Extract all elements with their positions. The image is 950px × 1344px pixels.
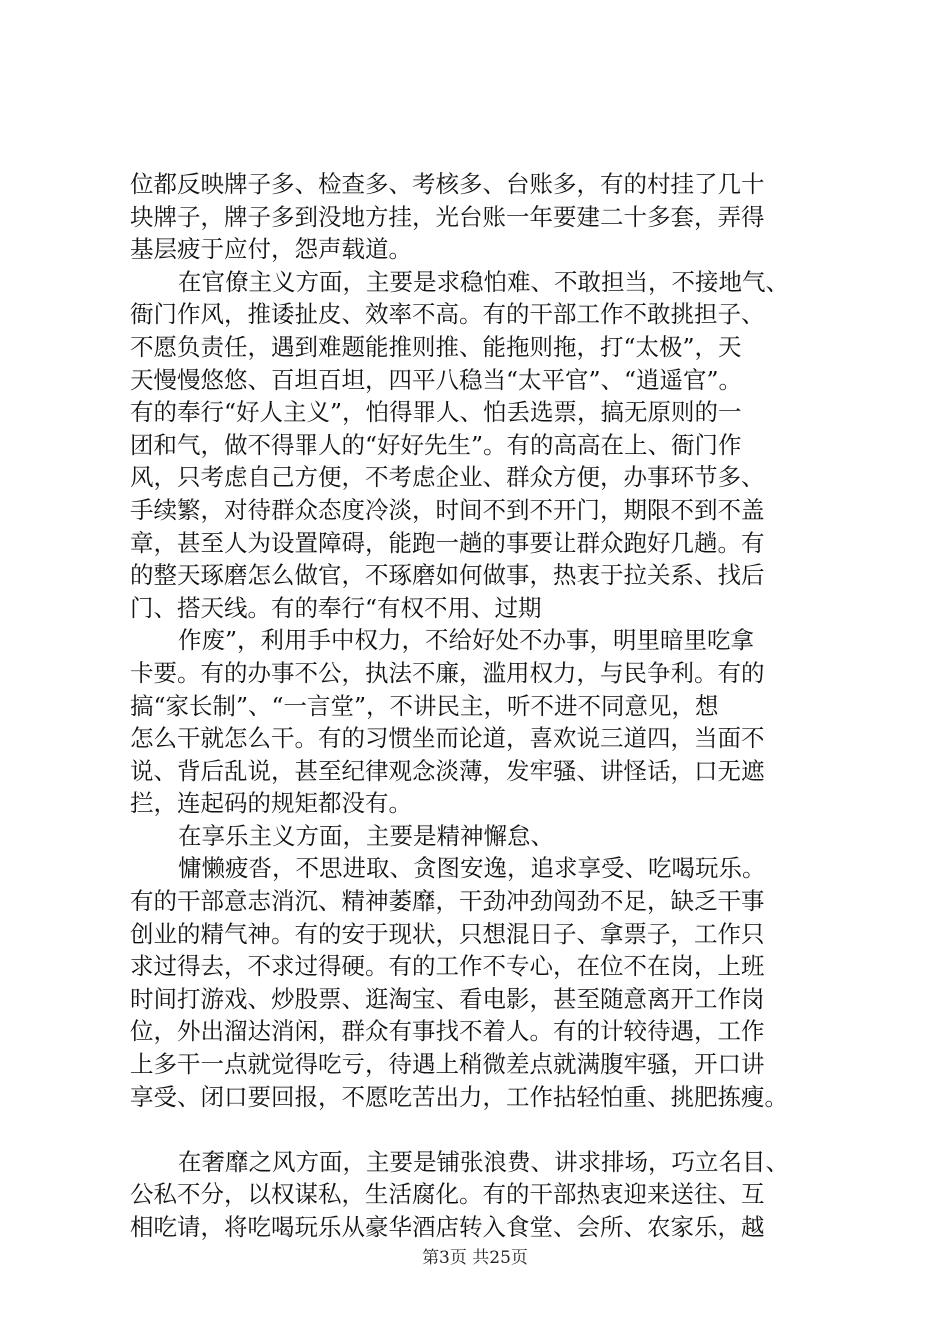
text-line: 创业的精气神。有的安于现状，只想混日子、拿票子，工作只 <box>130 919 765 948</box>
text-line: 公私不分，以权谋私，生活腐化。有的干部热衷迎来送往、互 <box>130 1180 765 1209</box>
text-line: 上多干一点就觉得吃亏，待遇上稍微差点就满腹牢骚，开口讲 <box>130 1050 765 1079</box>
text-line: 在奢靡之风方面，主要是铺张浪费、讲求排场，巧立名目、 <box>178 1147 789 1176</box>
text-line: 有的干部意志消沉、精神萎靡，干劲冲劲闯劲不足，缺乏干事 <box>130 887 765 916</box>
text-line: 块牌子，牌子多到没地方挂，光台账一年要建二十多套，弄得 <box>130 202 765 231</box>
text-line: 作废”，利用手中权力，不给好处不办事，明里暗里吃拿 <box>178 626 755 655</box>
text-line: 在享乐主义方面，主要是精神懈怠、 <box>178 821 554 850</box>
text-line: 怎么干就怎么干。有的习惯坐而论道，喜欢说三道四，当面不 <box>130 724 765 753</box>
text-line: 拦，连起码的规矩都没有。 <box>130 789 412 818</box>
text-line: 章，甚至人为设置障碍，能跑一趟的事要让群众跑好几趟。有 <box>130 528 765 557</box>
text-line: 基层疲于应付，怨声载道。 <box>130 235 412 264</box>
text-line: 位都反映牌子多、检查多、考核多、台账多，有的村挂了几十 <box>130 170 765 198</box>
text-line: 有的奉行“好人主义”，怕得罪人、怕丢选票，搞无原则的一 <box>130 398 742 427</box>
text-line: 时间打游戏、炒股票、逛淘宝、看电影，甚至随意离开工作岗 <box>130 984 765 1013</box>
body-text <box>130 168 830 1244</box>
text-line: 的整天琢磨怎么做官，不琢磨如何做事，热衷于拉关系、找后 <box>130 561 765 590</box>
paragraph-gap <box>130 1113 830 1146</box>
text-line: 相吃请，将吃喝玩乐从豪华酒店转入食堂、会所、农家乐，越 <box>130 1213 765 1241</box>
text-line: 门、搭天线。有的奉行“有权不用、过期 <box>130 593 542 622</box>
text-line: 求过得去，不求过得硬。有的工作不专心，在位不在岗，上班 <box>130 952 765 981</box>
text-line: 享受、闭口要回报，不愿吃苦出力，工作拈轻怕重、挑肥拣瘦。 <box>130 1082 788 1111</box>
text-line: 不愿负责任，遇到难题能推则推、能拖则拖，打“太极”，天 <box>130 332 742 361</box>
text-line: 风，只考虑自己方便，不考虑企业、群众方便，办事环节多、 <box>130 463 765 492</box>
page-footer: 第3页 共25页 <box>422 1248 528 1268</box>
text-line: 说、背后乱说，甚至纪律观念淡薄，发牢骚、讲怪话，口无遮 <box>130 756 765 785</box>
text-line: 手续繁，对待群众态度冷淡，时间不到不开门，期限不到不盖 <box>130 495 765 524</box>
text-line: 衙门作风，推诿扯皮、效率不高。有的干部工作不敢挑担子、 <box>130 300 765 329</box>
text-line: 慵懒疲沓，不思进取、贪图安逸，追求享受、吃喝玩乐。 <box>178 854 766 883</box>
text-line: 位，外出溜达消闲，群众有事找不着人。有的计较待遇，工作 <box>130 1017 765 1046</box>
text-line: 天慢慢悠悠、百坦百坦，四平八稳当“太平官”、“逍遥官”。 <box>130 365 743 394</box>
text-line: 搞“家长制”、“一言堂”，不讲民主，听不进不同意见，想 <box>130 691 719 720</box>
text-line: 卡要。有的办事不公，执法不廉，滥用权力，与民争利。有的 <box>130 658 765 687</box>
text-line: 在官僚主义方面，主要是求稳怕难、不敢担当，不接地气、 <box>178 267 789 296</box>
text-line: 团和气，做不得罪人的“好好先生”。有的高高在上、衙门作 <box>130 430 742 459</box>
